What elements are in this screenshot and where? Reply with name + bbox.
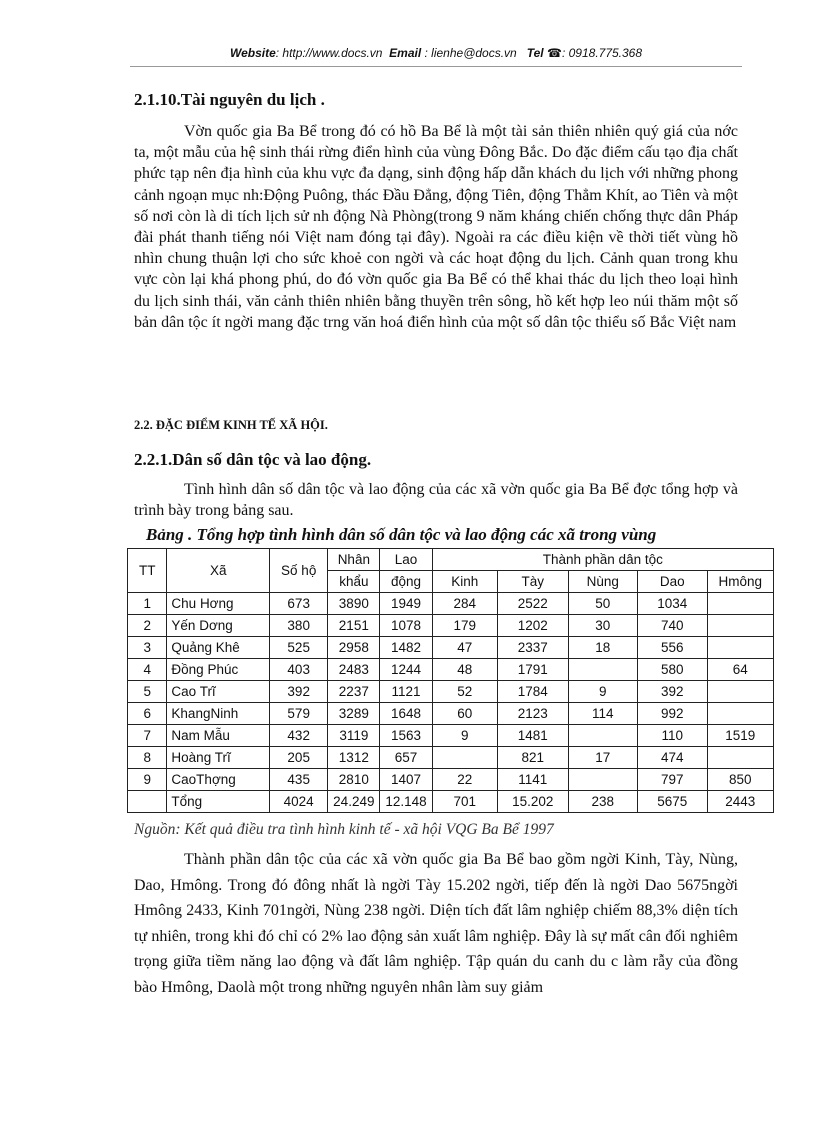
cell-tay: 1784: [497, 681, 568, 703]
cell-xa: Chu Hơng: [167, 593, 270, 615]
cell-dao: 110: [638, 725, 708, 747]
phone-icon: ☎: [547, 46, 562, 60]
cell-nhankhau: 2151: [328, 615, 380, 637]
cell-dao: 392: [638, 681, 708, 703]
cell-dao: 740: [638, 615, 708, 637]
page-header: [130, 46, 742, 60]
col-laodong-header-2: động: [380, 571, 432, 593]
cell-kinh: 52: [432, 681, 497, 703]
cell-soho: 432: [270, 725, 328, 747]
cell-hmong: [707, 703, 773, 725]
cell-nung: 9: [568, 681, 638, 703]
table-row: [128, 681, 774, 703]
cell-hmong: [707, 637, 773, 659]
cell-tay: 1141: [497, 769, 568, 791]
table-row: [128, 593, 774, 615]
cell-kinh: 284: [432, 593, 497, 615]
cell-dao: 797: [638, 769, 708, 791]
cell-hmong: 1519: [707, 725, 773, 747]
cell-dao: 474: [638, 747, 708, 769]
population-table: [127, 548, 774, 813]
cell-nung: 238: [568, 791, 638, 813]
table-row: [128, 659, 774, 681]
cell-kinh: 179: [432, 615, 497, 637]
cell-laodong: 1482: [380, 637, 432, 659]
header-divider: [130, 66, 742, 67]
table-total-row: [128, 791, 774, 813]
cell-soho: 392: [270, 681, 328, 703]
cell-soho: 525: [270, 637, 328, 659]
cell-laodong: 12.148: [380, 791, 432, 813]
col-thanhphan-header: Thành phần dân tộc: [432, 549, 773, 571]
cell-hmong: 850: [707, 769, 773, 791]
cell-nung: 17: [568, 747, 638, 769]
cell-tay: 1481: [497, 725, 568, 747]
tel-value: : 0918.775.368: [561, 46, 643, 60]
col-nhankhau-header: Nhân: [328, 549, 380, 571]
col-laodong-header: Lao: [380, 549, 432, 571]
table-source: Nguồn: Kết quả điều tra tình hình kinh tế - xã hội VQG Ba Bể 1997: [134, 821, 554, 838]
cell-kinh: 47: [432, 637, 497, 659]
cell-kinh: 9: [432, 725, 497, 747]
cell-dao: 1034: [638, 593, 708, 615]
paragraph-population-intro-text: Tình hình dân số dân tộc và lao động của các xã vờn quốc gia Ba Bể đợc tổng hợp và trình bày trong bảng sau.: [134, 481, 738, 520]
cell-tay: 2337: [497, 637, 568, 659]
paragraph-ethnic: [134, 847, 738, 1000]
cell-xa: KhangNinh: [167, 703, 270, 725]
cell-laodong: 1949: [380, 593, 432, 615]
col-kinh-header: Kinh: [432, 571, 497, 593]
cell-hmong: [707, 593, 773, 615]
table-header-row-1: [128, 549, 774, 571]
cell-xa: CaoThợng: [167, 769, 270, 791]
cell-dao: 5675: [638, 791, 708, 813]
cell-nung: 30: [568, 615, 638, 637]
cell-tt: 9: [128, 769, 167, 791]
cell-xa: Cao Trĩ: [167, 681, 270, 703]
col-dao-header: Dao: [638, 571, 708, 593]
cell-laodong: 1121: [380, 681, 432, 703]
cell-nung: 50: [568, 593, 638, 615]
cell-nung: [568, 659, 638, 681]
cell-tt: [128, 791, 167, 813]
cell-nhankhau: 2810: [328, 769, 380, 791]
cell-tay: 2123: [497, 703, 568, 725]
cell-nhankhau: 1312: [328, 747, 380, 769]
cell-nhankhau: 3119: [328, 725, 380, 747]
table-row: [128, 725, 774, 747]
cell-tay: 821: [497, 747, 568, 769]
email-value[interactable]: : lienhe@docs.vn: [424, 46, 517, 60]
cell-nung: 114: [568, 703, 638, 725]
website-label: Website: [229, 46, 276, 60]
col-tt-header: TT: [128, 549, 167, 593]
cell-kinh: 701: [432, 791, 497, 813]
section-title: 2.1.10.Tài nguyên du lịch .: [134, 90, 325, 109]
cell-hmong: 2443: [707, 791, 773, 813]
cell-kinh: 60: [432, 703, 497, 725]
paragraph-population-intro: [134, 479, 738, 521]
cell-nhankhau: 2958: [328, 637, 380, 659]
cell-xa: Yến Dơng: [167, 615, 270, 637]
cell-soho: 435: [270, 769, 328, 791]
cell-tay: 2522: [497, 593, 568, 615]
cell-soho: 205: [270, 747, 328, 769]
table-row: [128, 637, 774, 659]
cell-tt: 2: [128, 615, 167, 637]
cell-laodong: 657: [380, 747, 432, 769]
cell-nhankhau: 24.249: [328, 791, 380, 813]
col-nhankhau-header-2: khẩu: [328, 571, 380, 593]
table-row: [128, 615, 774, 637]
table-row: [128, 747, 774, 769]
cell-nhankhau: 2483: [328, 659, 380, 681]
cell-xa: Hoàng Trĩ: [167, 747, 270, 769]
cell-tt: 6: [128, 703, 167, 725]
cell-laodong: 1563: [380, 725, 432, 747]
col-nung-header: Nùng: [568, 571, 638, 593]
cell-nhankhau: 2237: [328, 681, 380, 703]
table-row: [128, 703, 774, 725]
cell-tay: 1202: [497, 615, 568, 637]
cell-nung: [568, 769, 638, 791]
cell-nung: [568, 725, 638, 747]
cell-dao: 580: [638, 659, 708, 681]
cell-kinh: 22: [432, 769, 497, 791]
table-caption: Bảng . Tổng hợp tình hình dân số dân tộc và lao động các xã trong vùng: [146, 525, 657, 544]
cell-xa: Nam Mẫu: [167, 725, 270, 747]
cell-tt: 7: [128, 725, 167, 747]
cell-soho: 403: [270, 659, 328, 681]
section221-title: 2.2.1.Dân số dân tộc và lao động.: [134, 450, 372, 469]
cell-xa: Quảng Khê: [167, 637, 270, 659]
cell-laodong: 1244: [380, 659, 432, 681]
cell-tt: 3: [128, 637, 167, 659]
col-tay-header: Tày: [497, 571, 568, 593]
section2-title: 2.2. ĐẶC ĐIỂM KINH TẾ XÃ HỘI.: [134, 418, 328, 432]
cell-soho: 380: [270, 615, 328, 637]
email-label: Email: [389, 46, 422, 60]
cell-soho: 673: [270, 593, 328, 615]
col-xa-header: Xã: [167, 549, 270, 593]
cell-tay: 15.202: [497, 791, 568, 813]
cell-hmong: [707, 747, 773, 769]
paragraph-tourism: [134, 121, 738, 333]
cell-dao: 992: [638, 703, 708, 725]
cell-tay: 1791: [497, 659, 568, 681]
cell-xa: Đồng Phúc: [167, 659, 270, 681]
cell-xa: Tổng: [167, 791, 270, 813]
col-hmong-header: Hmông: [707, 571, 773, 593]
cell-laodong: 1407: [380, 769, 432, 791]
cell-hmong: [707, 615, 773, 637]
cell-tt: 4: [128, 659, 167, 681]
cell-tt: 8: [128, 747, 167, 769]
table-row: [128, 769, 774, 791]
cell-nung: 18: [568, 637, 638, 659]
cell-tt: 1: [128, 593, 167, 615]
cell-dao: 556: [638, 637, 708, 659]
cell-laodong: 1648: [380, 703, 432, 725]
cell-kinh: 48: [432, 659, 497, 681]
cell-soho: 4024: [270, 791, 328, 813]
cell-nhankhau: 3890: [328, 593, 380, 615]
cell-soho: 579: [270, 703, 328, 725]
cell-nhankhau: 3289: [328, 703, 380, 725]
cell-tt: 5: [128, 681, 167, 703]
cell-hmong: [707, 681, 773, 703]
cell-kinh: [432, 747, 497, 769]
paragraph-ethnic-text: Thành phần dân tộc của các xã vờn quốc gia Ba Bể bao gồm ngời Kinh, Tày, Nùng, Dao, Hmông. Trong đó đông nhất là ngời Tày 15.202 ngời, tiếp đến là ngời Dao 5675ngời Hmông 2433, Kinh 701ngời, Nùng 238 ngời. Diện tích đất lâm nghiệp chiếm 88,3% diện tích tự nhiên, trong khi đó chỉ có 2% lao động sản xuất lâm nghiệp. Đây là sự mất cân đối nghiêm trọng giữa tiềm năng lao động và đất lâm nghiệp. Tập quán du canh du c làm rẫy của đồng bào Hmông, Daolà một trong những nguyên nhân làm suy giảm: [134, 851, 738, 996]
col-soho-header: Số hộ: [270, 549, 328, 593]
tel-label: Tel: [526, 46, 544, 60]
cell-laodong: 1078: [380, 615, 432, 637]
paragraph-tourism-text: Vờn quốc gia Ba Bể trong đó có hồ Ba Bể là một tài sản thiên nhiên quý giá của nớc ta, một mẫu của hệ sinh thái rừng điển hình của vùng Đông Bắc. Do đặc điểm cấu tạo địa chất phức tạp nên địa hình của khu vực đa dạng, sinh động hấp dẫn khách du lịch với những phong cảnh ngoạn mục nh:Động Puông, thác Đầu Đẳng, động Tiên, động Thẳm Khít, ao Tiên và một số nơi còn là di tích lịch sử nh động Nà Phòng(trong 9 năm kháng chiến chống thực dân Pháp đài phát thanh tiếng nói Việt nam đóng tại đây). Ngoài ra các điều kiện về thời tiết vùng hồ nhìn chung thuận lợi cho sức khoẻ con ngời và các hoạt động du lịch. Cảnh quan trong khu vực còn lại khá phong phú, do đó vờn quốc gia Ba Bể có thể khai thác du lịch theo loại hình du lịch sinh thái, văn cảnh thiên nhiên bằng thuyền trên sông, hồ kết hợp leo núi thăm một số bản dân tộc ít ngời mang đặc trng văn hoá điển hình của một số dân tộc thiểu số Bắc Việt nam: [134, 123, 738, 331]
cell-hmong: 64: [707, 659, 773, 681]
website-value[interactable]: : http://www.docs.vn: [275, 46, 383, 60]
